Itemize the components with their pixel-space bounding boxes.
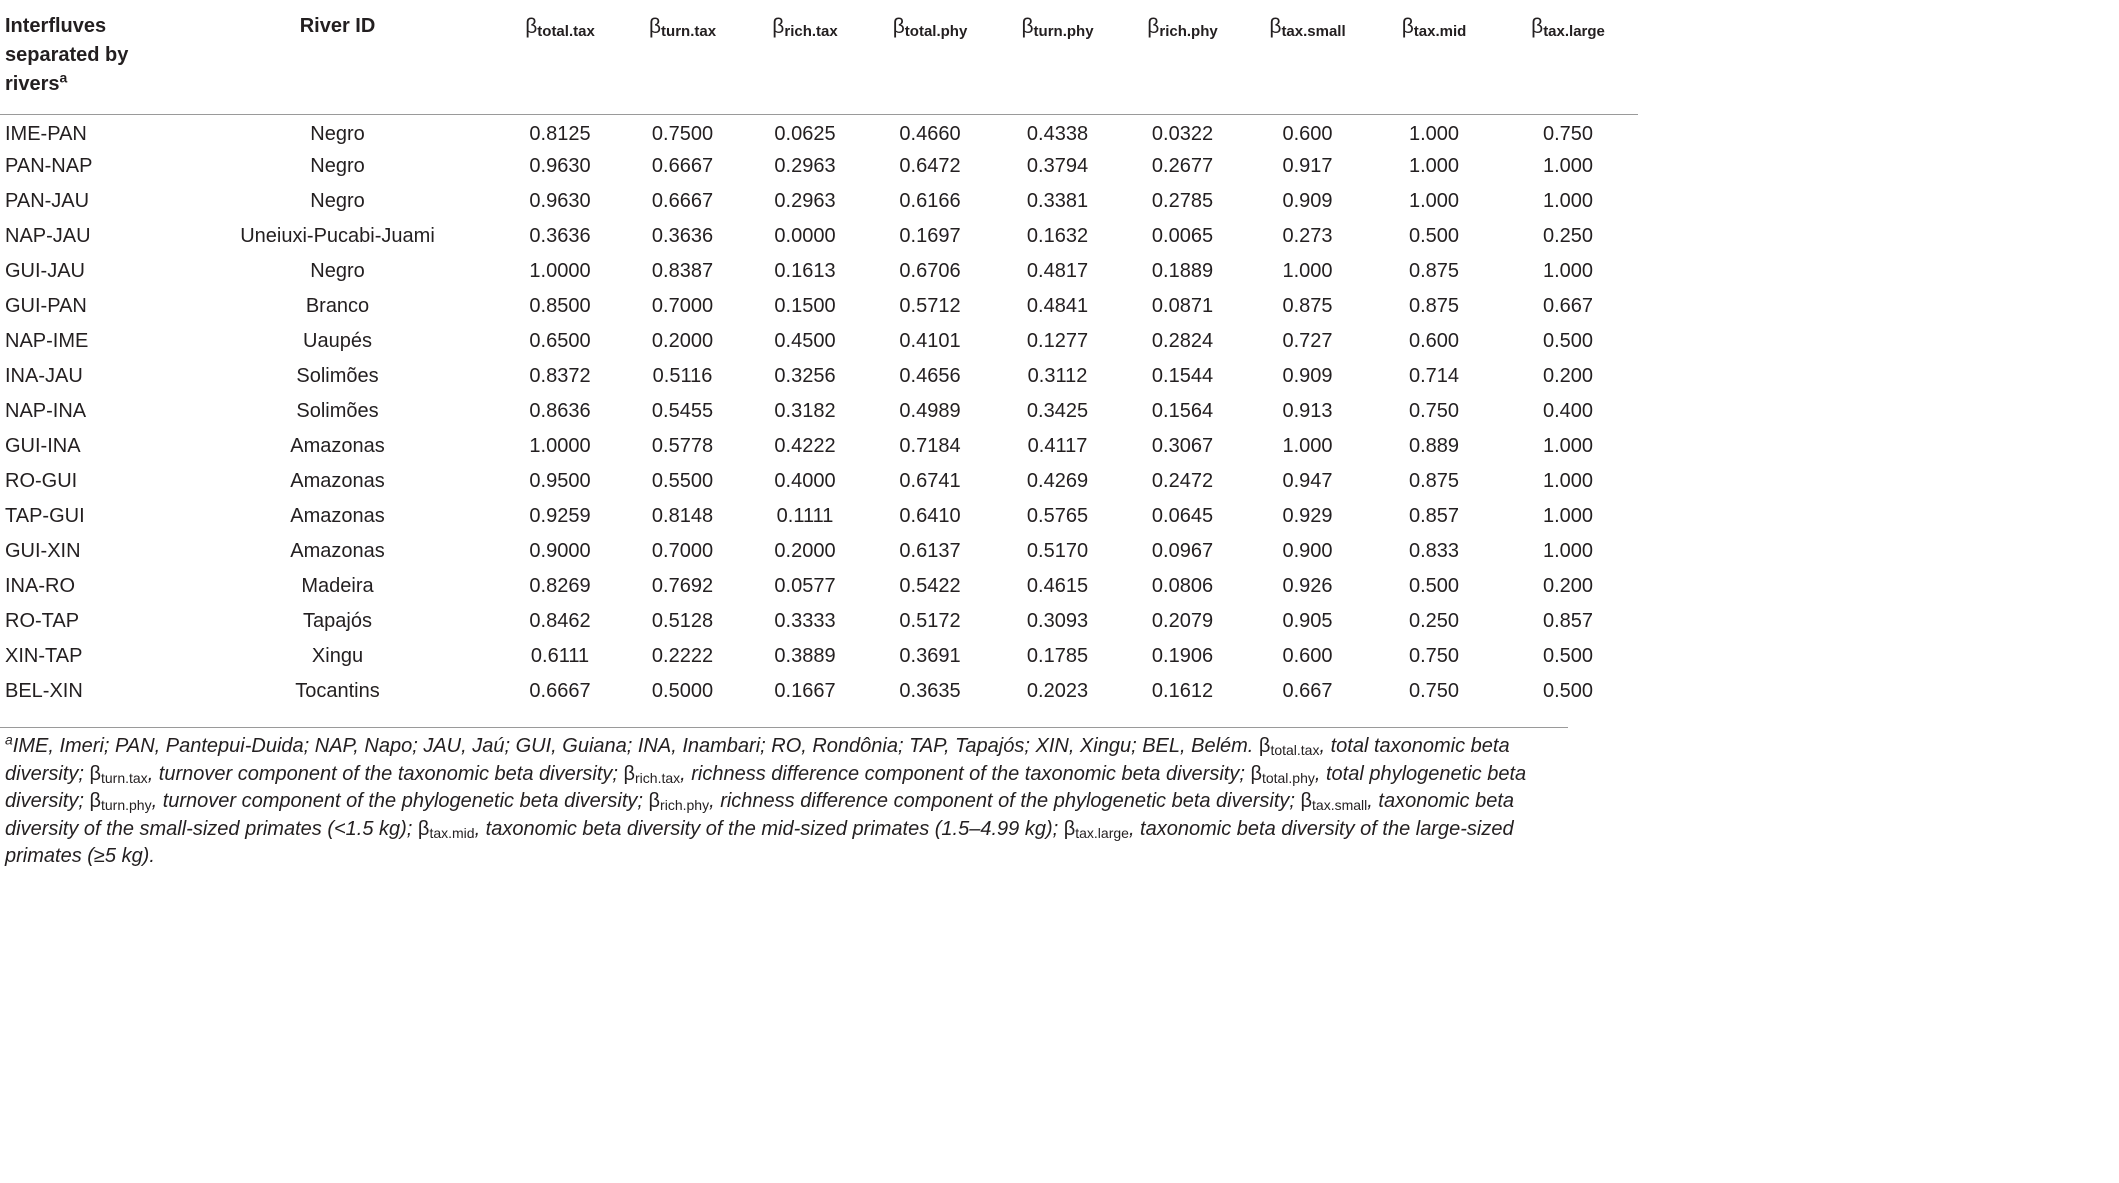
cell-value: 0.8269 [529, 575, 591, 597]
header-beta-total-phy: $\beta_{total.phy}$ [892, 15, 968, 40]
beta-diversity-table [0, 12, 1638, 709]
cell-value: 0.8372 [529, 365, 591, 387]
cell-value: 0.9259 [529, 505, 591, 527]
cell-value: 1.000 [1542, 155, 1594, 177]
cell-value: 0.7500 [651, 123, 714, 146]
footnote-segment: , total taxonomic beta diversity; [5, 735, 1510, 785]
cell-value: 0.500 [1408, 575, 1460, 597]
cell-value: 0.0625 [774, 123, 836, 146]
cell-value: 0.2000 [651, 330, 714, 352]
cell-value: 0.7692 [651, 575, 714, 597]
cell-value: 0.5455 [651, 400, 714, 422]
header-interfluves: Interfluves separated by rivers$^a$ [5, 15, 129, 95]
cell-value: 1.000 [1542, 540, 1594, 562]
cell-value: 0.3182 [774, 400, 836, 422]
cell-value: 0.5500 [651, 470, 714, 492]
footnote-segment: , richness difference component of the phylogenetic beta diversity; [709, 790, 1301, 812]
cell-value: 0.8387 [651, 260, 714, 282]
cell-value: 0.5712 [899, 295, 961, 317]
table-row [0, 674, 1638, 709]
cell-value: 0.2963 [774, 155, 836, 177]
cell-value: 0.0871 [1151, 295, 1214, 317]
cell-value: 0.9630 [529, 155, 591, 177]
cell-value: 0.500 [1542, 645, 1594, 667]
cell-value: 0.2000 [774, 540, 836, 562]
table-header [0, 12, 1638, 114]
cell-value: 0.0322 [1151, 123, 1214, 146]
cell-value: 0.5172 [899, 610, 961, 632]
footnote-segment: β [623, 762, 636, 785]
footnote-segment: IME, Imeri; PAN, Pantepui-Duida; NAP, Napo; JAU, Jaú; GUI, Guiana; INA, Inambari; RO, Rondônia; TAP, Tapajós; XIN, Xingu; BEL, Belém. [12, 735, 1259, 757]
cell-value: 0.6410 [899, 505, 961, 527]
table-row [0, 569, 1638, 604]
cell-value: 0.889 [1408, 435, 1460, 457]
table-row [0, 289, 1638, 324]
header-row [0, 12, 1638, 114]
cell-value: 0.250 [1542, 225, 1594, 247]
cell-river-id: Amazonas [290, 505, 385, 527]
cell-value: 0.7000 [651, 295, 714, 317]
cell-value: 0.3381 [1026, 190, 1089, 212]
cell-value: 0.0806 [1151, 575, 1214, 597]
cell-value: 0.5170 [1026, 540, 1089, 562]
cell-river-id: Solimões [296, 365, 379, 387]
cell-value: 0.4117 [1027, 435, 1088, 457]
table-footnote [5, 733, 1563, 871]
cell-value: 0.1889 [1151, 260, 1214, 282]
cell-value: 0.926 [1282, 575, 1333, 597]
cell-interfluve: PAN-JAU [5, 190, 90, 212]
cell-value: 0.2677 [1151, 155, 1214, 177]
cell-value: 0.5128 [651, 610, 714, 632]
cell-value: 0.909 [1282, 190, 1333, 212]
cell-value: 0.947 [1282, 470, 1333, 492]
cell-value: 0.3794 [1026, 155, 1089, 177]
footnote-segment: β [1258, 735, 1271, 757]
table-row [0, 184, 1638, 219]
cell-value: 0.0577 [774, 575, 836, 597]
cell-value: 0.3112 [1027, 365, 1088, 387]
cell-value: 0.4989 [899, 400, 961, 422]
cell-value: 0.5778 [651, 435, 714, 457]
cell-value: 0.7184 [899, 435, 961, 457]
cell-value: 0.2222 [651, 645, 714, 667]
cell-value: 0.917 [1282, 155, 1333, 177]
cell-value: 0.250 [1408, 610, 1460, 632]
cell-interfluve: INA-RO [5, 575, 75, 597]
cell-value: 0.3889 [774, 645, 836, 667]
cell-value: 0.8125 [529, 123, 591, 146]
table-row [0, 534, 1638, 569]
footnote-segment: β [89, 762, 101, 785]
cell-value: 0.857 [1542, 610, 1594, 632]
footnote-segment: total.tax [1270, 742, 1320, 758]
cell-interfluve: TAP-GUI [5, 505, 85, 527]
cell-value: 0.875 [1408, 260, 1460, 282]
cell-value: 0.8148 [651, 505, 714, 527]
cell-river-id: Negro [310, 123, 365, 146]
cell-river-id: Amazonas [290, 435, 385, 457]
cell-interfluve: RO-TAP [5, 610, 80, 632]
table-row [0, 429, 1638, 464]
cell-value: 0.750 [1542, 123, 1594, 146]
cell-value: 0.9000 [529, 540, 591, 562]
cell-value: 0.4615 [1026, 575, 1089, 597]
cell-value: 1.000 [1282, 260, 1333, 282]
header-beta-tax-mid: $\beta_{tax.mid}$ [1401, 15, 1467, 40]
table-row [0, 254, 1638, 289]
cell-value: 0.1632 [1026, 225, 1089, 247]
cell-value: 0.4222 [774, 435, 836, 457]
cell-value: 0.6667 [529, 680, 591, 702]
cell-value: 0.1785 [1026, 645, 1089, 667]
footnote-segment: , total phylogenetic beta diversity; [5, 762, 1527, 812]
cell-river-id: Negro [310, 155, 365, 177]
cell-value: 1.0000 [529, 260, 591, 282]
footnote-segment: β [1063, 817, 1076, 840]
footnote-segment: rich.tax [635, 769, 681, 786]
footer-rule [0, 727, 1568, 728]
cell-value: 0.500 [1542, 680, 1594, 702]
cell-value: 0.913 [1282, 400, 1333, 422]
table-row [0, 639, 1638, 674]
cell-value: 1.000 [1542, 260, 1594, 282]
cell-river-id: Tapajós [303, 610, 372, 632]
footnote-segment: tax.small [1312, 797, 1368, 813]
footnote-segment: turn.phy [100, 797, 152, 813]
header-beta-total-tax: $\beta_{total.tax}$ [525, 15, 595, 40]
cell-value: 0.6472 [899, 155, 961, 177]
cell-value: 0.1613 [774, 260, 836, 282]
header-beta-tax-small: $\beta_{tax.small}$ [1269, 15, 1346, 40]
cell-value: 0.400 [1542, 400, 1594, 422]
cell-value: 0.7000 [651, 540, 714, 562]
cell-interfluve: PAN-NAP [5, 155, 93, 177]
cell-value: 0.9500 [529, 470, 591, 492]
cell-value: 0.875 [1408, 470, 1460, 492]
cell-value: 0.3691 [899, 645, 961, 667]
cell-value: 0.714 [1408, 365, 1460, 387]
footnote-segment: β [1250, 762, 1262, 785]
cell-value: 0.1277 [1026, 330, 1089, 352]
cell-value: 0.2785 [1151, 190, 1214, 212]
cell-value: 0.600 [1282, 123, 1333, 146]
cell-value: 0.4269 [1026, 470, 1089, 492]
cell-river-id: Negro [310, 190, 365, 212]
cell-value: 0.0645 [1151, 505, 1214, 527]
cell-value: 0.875 [1408, 295, 1460, 317]
footnote-segment: β [417, 817, 430, 840]
cell-value: 0.929 [1282, 505, 1333, 527]
cell-river-id: Tocantins [295, 680, 380, 702]
table-row [0, 359, 1638, 394]
footnote-segment: tax.large [1075, 824, 1129, 841]
cell-value: 0.4817 [1026, 260, 1089, 282]
table-body [0, 114, 1638, 709]
table-row [0, 219, 1638, 254]
cell-value: 0.4000 [774, 470, 836, 492]
cell-value: 0.5422 [899, 575, 961, 597]
cell-value: 0.8462 [529, 610, 591, 632]
cell-value: 0.5000 [651, 680, 714, 702]
cell-value: 0.667 [1282, 680, 1333, 702]
cell-value: 0.200 [1542, 365, 1594, 387]
cell-value: 0.727 [1282, 330, 1333, 352]
cell-value: 0.6706 [899, 260, 961, 282]
cell-value: 1.000 [1408, 190, 1460, 212]
cell-value: 0.2023 [1026, 680, 1089, 702]
table-row [0, 394, 1638, 429]
cell-value: 0.857 [1408, 505, 1460, 527]
cell-interfluve: GUI-JAU [5, 260, 85, 282]
header-beta-tax-large: $\beta_{tax.large}$ [1531, 15, 1605, 40]
cell-river-id: Amazonas [290, 540, 385, 562]
cell-value: 1.000 [1542, 435, 1594, 457]
cell-interfluve: BEL-XIN [5, 680, 83, 702]
cell-value: 0.8500 [529, 295, 591, 317]
cell-value: 0.4500 [774, 330, 836, 352]
cell-value: 0.0000 [774, 225, 836, 247]
cell-value: 0.3333 [774, 610, 836, 632]
table-row [0, 464, 1638, 499]
cell-value: 0.3635 [899, 680, 961, 702]
cell-value: 0.3067 [1151, 435, 1214, 457]
cell-value: 0.5116 [652, 365, 713, 387]
footnote-segment: β [648, 790, 661, 812]
cell-value: 0.1500 [774, 295, 836, 317]
cell-value: 1.000 [1408, 155, 1460, 177]
cell-river-id: Madeira [301, 575, 374, 597]
cell-interfluve: IME-PAN [5, 123, 87, 146]
header-beta-rich-phy: $\beta_{rich.phy}$ [1147, 15, 1218, 40]
table-row [0, 499, 1638, 534]
footnote-segment: , taxonomic beta diversity of the small-sized primates (<1.5 kg); [5, 790, 1515, 840]
footnote-segment: , turnover component of the phylogenetic beta diversity; [151, 790, 649, 812]
cell-value: 0.600 [1408, 330, 1460, 352]
cell-value: 0.3256 [774, 365, 836, 387]
cell-value: 0.2824 [1151, 330, 1214, 352]
cell-value: 0.750 [1408, 680, 1460, 702]
cell-value: 0.8636 [529, 400, 591, 422]
cell-value: 0.1111 [776, 505, 834, 527]
cell-value: 0.1697 [899, 225, 961, 247]
cell-river-id: Negro [310, 260, 365, 282]
cell-value: 0.273 [1282, 225, 1333, 247]
cell-value: 0.6137 [899, 540, 961, 562]
cell-value: 0.500 [1408, 225, 1460, 247]
cell-value: 1.000 [1542, 190, 1594, 212]
table-row [0, 324, 1638, 359]
cell-interfluve: NAP-IME [5, 330, 89, 352]
header-river-id: River ID [299, 15, 376, 37]
cell-value: 0.4656 [899, 365, 961, 387]
cell-value: 0.1906 [1151, 645, 1214, 667]
cell-value: 1.000 [1282, 435, 1333, 457]
header-beta-turn-phy: $\beta_{turn.phy}$ [1021, 15, 1094, 40]
footnote-segment: total.phy [1261, 769, 1315, 786]
cell-value: 0.1667 [774, 680, 836, 702]
cell-value: 0.5765 [1026, 505, 1089, 527]
cell-river-id: Uneiuxi-Pucabi-Juami [240, 225, 435, 247]
cell-value: 0.3425 [1026, 400, 1089, 422]
cell-value: 0.6741 [899, 470, 961, 492]
cell-value: 1.000 [1542, 505, 1594, 527]
cell-value: 0.3636 [651, 225, 714, 247]
footnote-segment: , turnover component of the taxonomic beta diversity; [147, 762, 624, 785]
cell-value: 0.9630 [529, 190, 591, 212]
cell-river-id: Uaupés [303, 330, 372, 352]
cell-value: 1.000 [1408, 123, 1460, 146]
cell-value: 0.1612 [1151, 680, 1214, 702]
footnote-segment: a [5, 731, 13, 748]
header-beta-turn-tax: $\beta_{turn.tax}$ [648, 15, 717, 40]
cell-value: 0.900 [1282, 540, 1333, 562]
cell-value: 1.000 [1542, 470, 1594, 492]
cell-value: 0.600 [1282, 645, 1333, 667]
cell-interfluve: XIN-TAP [5, 645, 83, 667]
cell-value: 0.875 [1282, 295, 1333, 317]
cell-interfluve: GUI-XIN [5, 540, 81, 562]
cell-interfluve: NAP-JAU [5, 225, 91, 247]
header-beta-rich-tax: $\beta_{rich.tax}$ [772, 15, 838, 40]
footnote-segment: , taxonomic beta diversity of the mid-sized primates (1.5–4.99 kg); [474, 817, 1064, 840]
table-row [0, 114, 1638, 149]
cell-value: 0.1544 [1151, 365, 1214, 387]
cell-value: 0.4660 [899, 123, 961, 146]
cell-value: 0.500 [1542, 330, 1594, 352]
cell-value: 0.4101 [899, 330, 961, 352]
cell-value: 0.667 [1542, 295, 1594, 317]
cell-value: 0.4338 [1026, 123, 1089, 146]
cell-value: 0.4841 [1026, 295, 1089, 317]
cell-value: 0.6500 [529, 330, 591, 352]
cell-value: 0.833 [1408, 540, 1460, 562]
table-row [0, 149, 1638, 184]
cell-value: 0.0967 [1151, 540, 1214, 562]
cell-river-id: Xingu [311, 645, 364, 667]
cell-value: 0.2963 [774, 190, 836, 212]
cell-interfluve: GUI-INA [5, 435, 81, 457]
footnote-segment: turn.tax [100, 769, 148, 786]
cell-value: 0.6166 [899, 190, 961, 212]
cell-value: 0.6667 [651, 155, 714, 177]
cell-value: 0.2472 [1151, 470, 1214, 492]
footnote-segment: , taxonomic beta diversity of the large-sized primates (≥5 kg). [5, 817, 1514, 867]
cell-value: 0.909 [1282, 365, 1333, 387]
cell-value: 0.200 [1542, 575, 1594, 597]
cell-value: 0.750 [1408, 645, 1460, 667]
cell-river-id: Solimões [296, 400, 379, 422]
cell-value: 0.1564 [1151, 400, 1214, 422]
cell-interfluve: RO-GUI [5, 470, 78, 492]
footnote-segment: β [1300, 790, 1313, 812]
footnote-segment: , richness difference component of the taxonomic beta diversity; [680, 762, 1251, 785]
cell-value: 0.3636 [529, 225, 591, 247]
cell-river-id: Amazonas [290, 470, 385, 492]
footnote-segment: rich.phy [660, 797, 710, 813]
cell-value: 0.6111 [530, 645, 590, 667]
cell-interfluve: INA-JAU [5, 365, 83, 387]
cell-value: 0.2079 [1151, 610, 1214, 632]
table-row [0, 604, 1638, 639]
cell-river-id: Branco [305, 295, 370, 317]
footnote-segment: tax.mid [429, 824, 475, 841]
cell-value: 0.3093 [1026, 610, 1089, 632]
cell-value: 0.750 [1408, 400, 1460, 422]
cell-interfluve: GUI-PAN [5, 295, 87, 317]
cell-value: 0.905 [1282, 610, 1333, 632]
cell-value: 0.6667 [651, 190, 714, 212]
footnote-segment: β [89, 790, 101, 812]
cell-value: 1.0000 [529, 435, 591, 457]
cell-interfluve: NAP-INA [5, 400, 87, 422]
cell-value: 0.0065 [1151, 225, 1214, 247]
